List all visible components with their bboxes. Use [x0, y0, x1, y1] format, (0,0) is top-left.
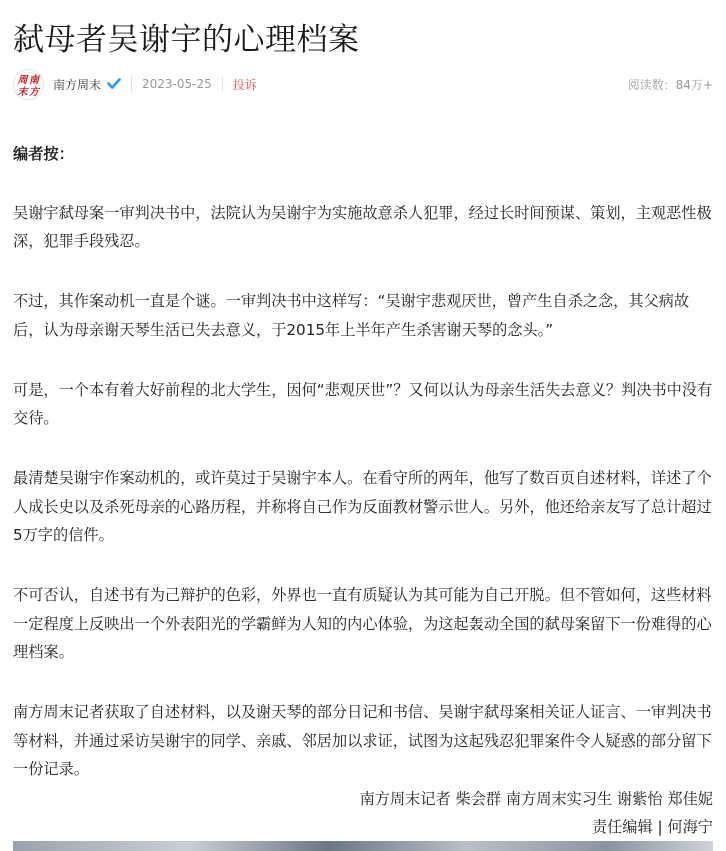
publisher-logo[interactable]	[13, 69, 44, 100]
report-link[interactable]: 投诉	[232, 77, 257, 92]
paragraph: 不可否认，自述书有为己辩护的色彩，外界也一直有质疑认为其可能为自己开脱。但不管如何，这些材料一定程度上反映出一个外表阳光的学霸鲜为人知的内心体验，为这起轰动全国的弑母案留下一份难得的心理档案。	[13, 586, 712, 661]
meta-divider	[222, 77, 223, 91]
author-name[interactable]: 南方周末	[53, 77, 102, 92]
svg-text:方: 方	[29, 86, 39, 97]
reporter-credit: 南方周末记者 柴会群 南方周末实习生 谢紫怡 郑佳妮	[359, 790, 713, 808]
paragraph: 吴谢宇弑母案一审判决书中，法院认为吴谢宇为实施故意杀人犯罪，经过长时间预谋、策划，主观恶性极深，犯罪手段残忍。	[13, 203, 712, 250]
publish-date: 2023-05-25	[142, 77, 212, 91]
article-title: 弑母者吴谢宇的心理档案	[13, 22, 360, 58]
svg-text:南: 南	[29, 74, 39, 86]
editor-credit: 责任编辑 | 何海宁	[591, 818, 713, 836]
paragraph: 南方周末记者获取了自述材料，以及谢天琴的部分日记和书信、吴谢宇弑母案相关证人证言、一审判决书等材料，并通过采访吴谢宇的同学、亲戚、邻居加以求证，试图为这起残忍犯罪案件令人疑惑的部分留下一份记录。	[13, 703, 712, 778]
svg-text:末: 末	[17, 86, 28, 97]
editor-note-heading: 编者按：	[13, 145, 74, 163]
read-count: 阅读数：84万+	[627, 77, 713, 92]
paragraph: 不过，其作案动机一直是个谜。一审判决书中这样写：“吴谢宇悲观厌世，曾产生自杀之念，其父病故后，认为母亲谢天琴生活已失去意义，于2015年上半年产生杀害谢天琴的念头。”	[13, 292, 690, 339]
verified-icon	[107, 77, 121, 91]
paragraph: 最清楚吴谢宇作案动机的，或许莫过于吴谢宇本人。在看守所的两年，他写了数百页自述材料，详述了个人成长史以及杀死母亲的心路历程，并称将自己作为反面教材警示世人。另外，他还给亲友写了总计超过5万字的信件。	[13, 469, 712, 544]
article-body	[13, 140, 713, 815]
article-credits	[360, 785, 713, 841]
article-photo	[13, 841, 713, 851]
article-meta	[13, 67, 713, 101]
meta-divider	[131, 77, 132, 91]
paragraph: 可是，一个本有着大好前程的北大学生，因何“悲观厌世”？又何以认为母亲生活失去意义？判决书中没有交待。	[13, 380, 713, 427]
publisher-logo-icon	[16, 72, 41, 97]
svg-text:周: 周	[17, 74, 28, 86]
